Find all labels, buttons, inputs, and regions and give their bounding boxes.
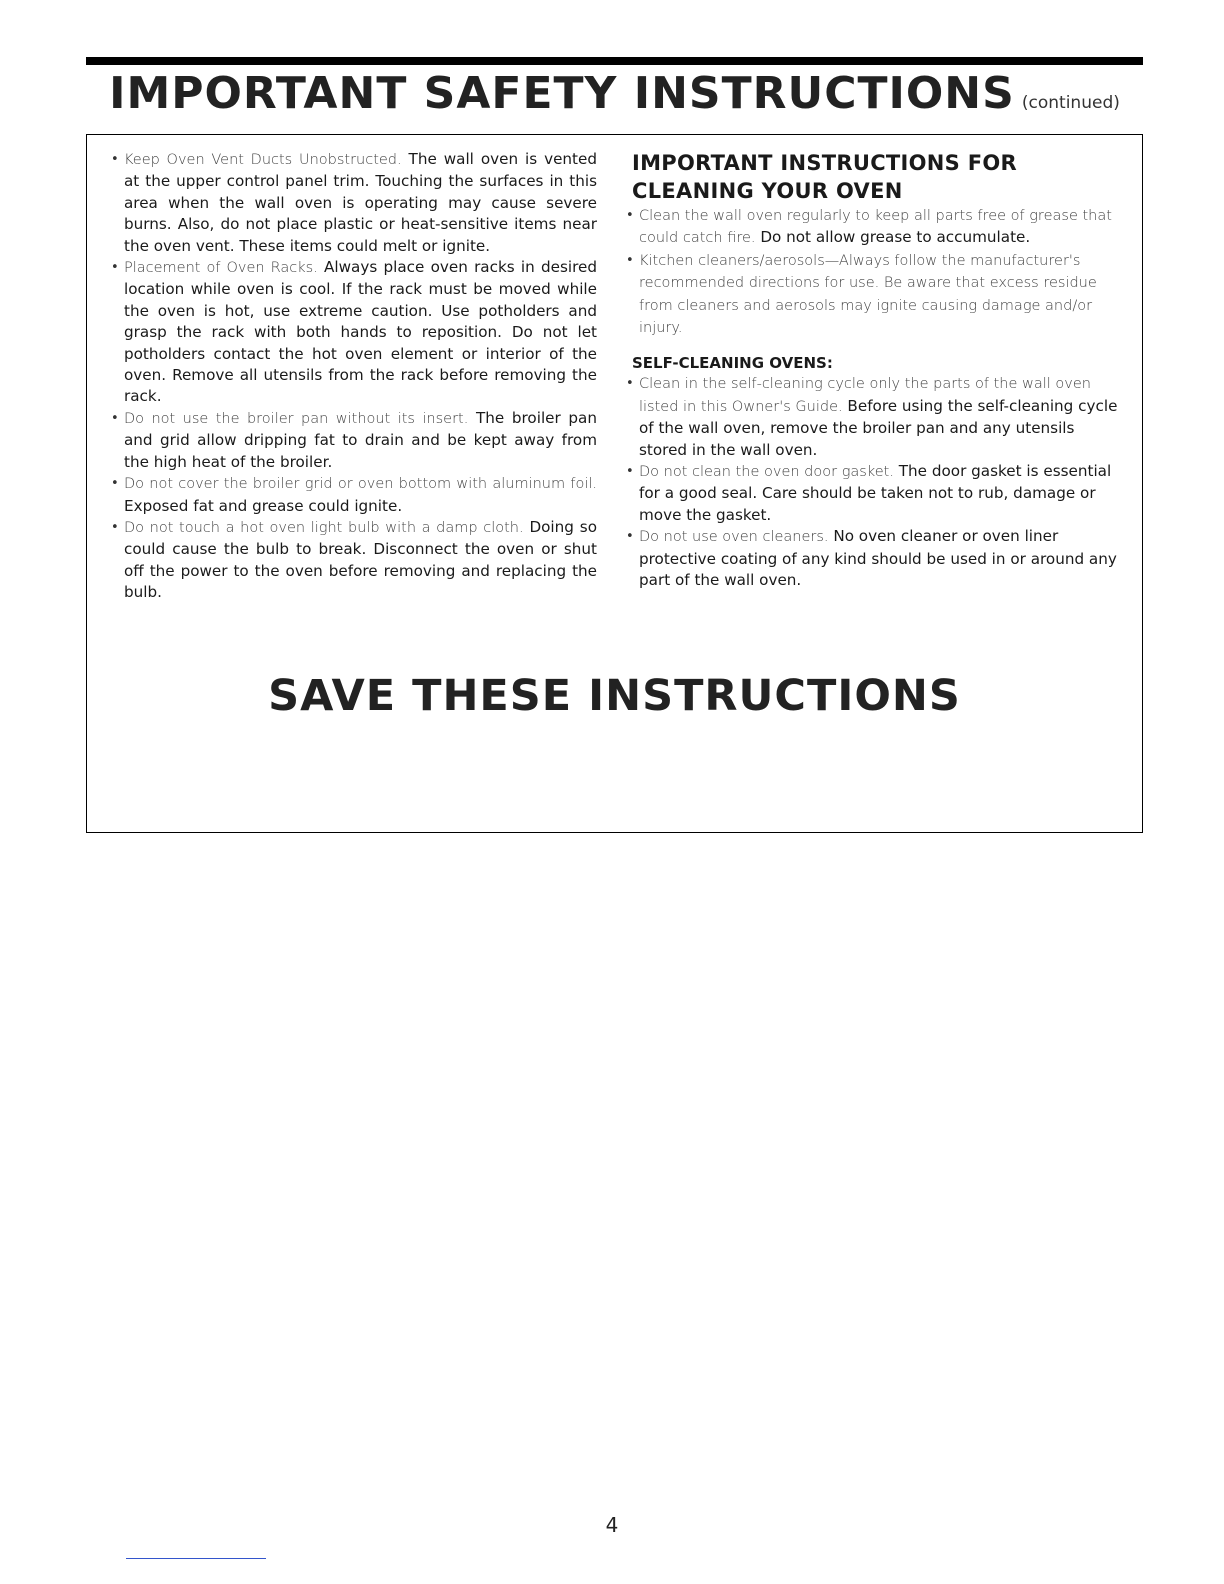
cleaning-heading-line1: IMPORTANT INSTRUCTIONS FOR bbox=[632, 151, 1017, 175]
item-lead: Do not use oven cleaners. bbox=[639, 529, 829, 546]
left-column bbox=[117, 149, 597, 604]
item-lead: Clean the wall oven regularly to keep all parts free of grease that could catch fire. bbox=[639, 208, 1112, 247]
cleaning-list bbox=[632, 205, 1127, 339]
item-lead: Do not use the broiler pan without its insert. bbox=[124, 410, 469, 427]
item-lead: Clean in the self-cleaning cycle only the parts of the wall oven listed in this Owner's Guide. bbox=[639, 376, 1091, 415]
cleaning-heading bbox=[632, 149, 1127, 205]
list-item bbox=[117, 517, 597, 604]
list-item bbox=[632, 461, 1127, 526]
item-lead: Do not touch a hot oven light bulb with a damp cloth. bbox=[124, 519, 524, 536]
page-number: 4 bbox=[605, 1513, 619, 1537]
page-title bbox=[86, 68, 1143, 119]
item-body: Do not allow grease to accumulate. bbox=[755, 228, 1031, 247]
list-item bbox=[632, 373, 1127, 461]
title-main: IMPORTANT SAFETY INSTRUCTIONS bbox=[109, 68, 1015, 119]
footer-line bbox=[126, 1558, 266, 1559]
item-body: Always place oven racks in desired location while oven is cool. If the rack must be moved while the oven is hot, use extreme caution. Use potholders and grasp the rack with both hands to reposition. Do not let potholders contact the hot oven element or interior of the oven. Remove all utensils from the rack before removing the rack. bbox=[124, 258, 597, 406]
item-lead: Do not clean the oven door gasket. bbox=[639, 464, 894, 481]
item-body: Doing so could cause the bulb to break. Disconnect the oven or shut off the power to the oven before removing and replacing the bulb. bbox=[124, 517, 597, 602]
list-item bbox=[632, 526, 1127, 591]
title-continued: (continued) bbox=[1021, 93, 1120, 113]
list-item bbox=[632, 250, 1127, 340]
right-column bbox=[632, 149, 1127, 592]
list-item bbox=[117, 149, 597, 257]
item-body: Before using the self-cleaning cycle of the wall oven, remove the broiler pan and any utensils stored in the wall oven. bbox=[639, 396, 1118, 459]
save-instructions-banner: SAVE THESE INSTRUCTIONS bbox=[268, 671, 961, 721]
list-item bbox=[117, 473, 597, 517]
item-lead: Keep Oven Vent Ducts Unobstructed. bbox=[124, 152, 402, 168]
item-body: No oven cleaner or oven liner protective coating of any kind should be used in or around any part of the wall oven. bbox=[639, 527, 1117, 590]
item-body: The door gasket is essential for a good seal. Care should be taken not to rub, damage or move the gasket. bbox=[639, 462, 1112, 524]
self-cleaning-list bbox=[632, 373, 1127, 591]
item-lead: Placement of Oven Racks. bbox=[124, 260, 318, 277]
list-item bbox=[117, 257, 597, 408]
list-item bbox=[117, 408, 597, 473]
item-body: The wall oven is vented at the upper control panel trim. Touching the surfaces in this area when the wall oven is operating may cause severe burns. Also, do not place plastic or heat-sensitive items near the oven vent. These items could melt or ignite. bbox=[124, 150, 597, 255]
item-lead: Do not cover the broiler grid or oven bottom with aluminum foil. bbox=[124, 476, 597, 493]
item-body: The broiler pan and grid allow dripping fat to drain and be kept away from the high heat of the broiler. bbox=[124, 408, 597, 471]
cleaning-heading-line2: CLEANING YOUR OVEN bbox=[632, 179, 903, 203]
safety-list bbox=[117, 149, 597, 604]
instructions-box bbox=[86, 134, 1143, 833]
self-cleaning-heading: SELF-CLEANING OVENS: bbox=[632, 354, 833, 373]
item-lead: Kitchen cleaners/aerosols—Always follow the manufacturer's recommended directions for use. Be aware that excess residue from cleaners and aerosols may ignite causing damage and/or injury. bbox=[639, 252, 1097, 337]
item-body: Exposed fat and grease could ignite. bbox=[124, 496, 403, 515]
list-item bbox=[632, 205, 1127, 250]
top-rule bbox=[86, 57, 1143, 65]
